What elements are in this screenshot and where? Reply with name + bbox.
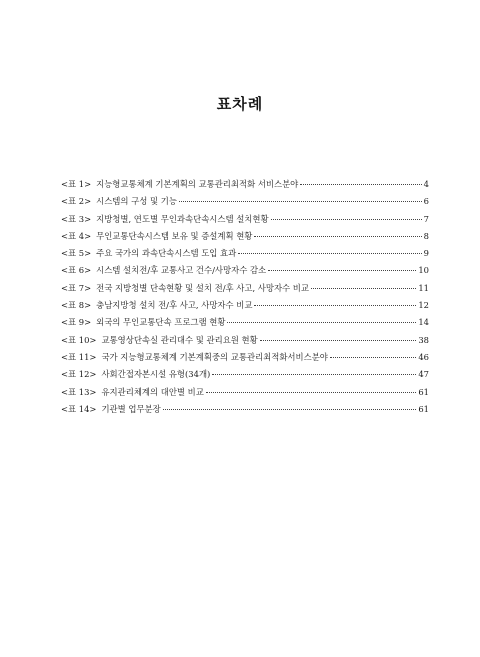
toc-entry-label: <표 9> [61, 317, 92, 328]
dot-leader [163, 409, 417, 410]
toc-entry-title: 전국 지방청별 단속현황 및 설치 전/후 사고, 사망자수 비교 [96, 282, 309, 293]
dot-leader [254, 305, 416, 306]
toc-entry-label: <표 14> [61, 403, 97, 414]
toc-entry[interactable] [61, 282, 429, 299]
page-title: 표차례 [216, 95, 264, 113]
toc-entry-label: <표 5> [61, 248, 92, 259]
toc-entry-title: 사회간접자본시설 유형(34개) [101, 369, 211, 380]
toc-entry-label: <표 4> [61, 230, 92, 241]
toc-entry[interactable] [61, 178, 429, 195]
toc-entry[interactable] [61, 368, 429, 385]
dot-leader [206, 392, 416, 393]
toc-entry-title: 지방청별, 연도별 무인과속단속시스템 설치현황 [96, 213, 269, 224]
toc-entry-page: 11 [418, 282, 429, 293]
toc-entry-page: 46 [418, 351, 429, 362]
toc-entry-page: 47 [418, 369, 429, 380]
toc-entry-label: <표 3> [61, 213, 92, 224]
toc-entry[interactable] [61, 351, 429, 368]
toc-entry[interactable] [61, 386, 429, 403]
toc-entry-label: <표 7> [61, 282, 92, 293]
toc-entry-label: <표 1> [61, 179, 92, 189]
toc-entry[interactable] [61, 316, 429, 333]
toc-entry-page: 10 [418, 265, 429, 276]
dot-leader [271, 219, 422, 220]
toc-entry[interactable] [61, 264, 429, 281]
toc-entry-label: <표 11> [61, 351, 97, 362]
dot-leader [254, 236, 421, 237]
dot-leader [212, 374, 416, 375]
toc-entry-title: 시스템 설치전/후 교통사고 건수/사망자수 감소 [96, 265, 267, 276]
toc-entry-title: 국가 지능형교통체계 기본계획중의 교통관리최적화서비스분야 [101, 351, 328, 362]
toc-entry[interactable] [61, 334, 429, 351]
dot-leader [268, 270, 416, 271]
toc-entry-page: 12 [418, 300, 429, 311]
toc-entry-label: <표 12> [61, 369, 97, 380]
toc-entry[interactable] [61, 230, 429, 247]
toc-entry-page: 61 [418, 386, 429, 397]
dot-leader [330, 357, 416, 358]
toc-entry-title: 기관별 업무분장 [101, 403, 161, 414]
toc-entry-title: 유지관리체계의 대안별 비교 [101, 386, 204, 397]
toc-entry-page: 14 [418, 317, 429, 328]
toc-entry-label: <표 10> [61, 334, 97, 345]
dot-leader [300, 184, 421, 185]
toc-entry-page: 8 [423, 230, 429, 241]
toc-entry-label: <표 8> [61, 300, 92, 311]
toc-entry-page: 9 [423, 248, 429, 259]
toc-entry-title: 무인교통단속시스템 보유 및 증설계획 현황 [96, 230, 253, 241]
toc-entry-title: 시스템의 구성 및 기능 [96, 196, 177, 207]
toc-entry-title: 주요 국가의 과속단속시스템 도입 효과 [96, 248, 237, 259]
toc-entry-page: 61 [418, 403, 429, 414]
toc-entry-title: 충남지방청 설치 전/후 사고, 사망자수 비교 [96, 300, 253, 311]
toc-entry[interactable] [61, 403, 429, 420]
dot-leader [179, 201, 422, 202]
toc-entry-label: <표 6> [61, 265, 92, 276]
toc-entry-page: 4 [423, 179, 429, 189]
dot-leader [227, 322, 416, 323]
toc-entry-title: 외국의 무인교통단속 프로그램 현황 [96, 317, 226, 328]
toc-entry[interactable] [61, 195, 429, 212]
toc-entry-title: 교통영상단속실 관리대수 및 관리요원 현황 [101, 334, 258, 345]
table-of-contents [61, 178, 429, 420]
toc-entry-page: 6 [423, 196, 429, 207]
toc-entry[interactable] [61, 213, 429, 230]
dot-leader [311, 288, 416, 289]
toc-entry-label: <표 2> [61, 196, 92, 207]
toc-entry-title: 지능형교통체계 기본계획의 교통관리최적화 서비스분야 [96, 179, 299, 189]
toc-entry[interactable] [61, 299, 429, 316]
toc-entry-page: 38 [418, 334, 429, 345]
toc-entry-label: <표 13> [61, 386, 97, 397]
dot-leader [238, 253, 421, 254]
dot-leader [260, 340, 417, 341]
toc-entry[interactable] [61, 247, 429, 264]
toc-entry-page: 7 [423, 213, 429, 224]
